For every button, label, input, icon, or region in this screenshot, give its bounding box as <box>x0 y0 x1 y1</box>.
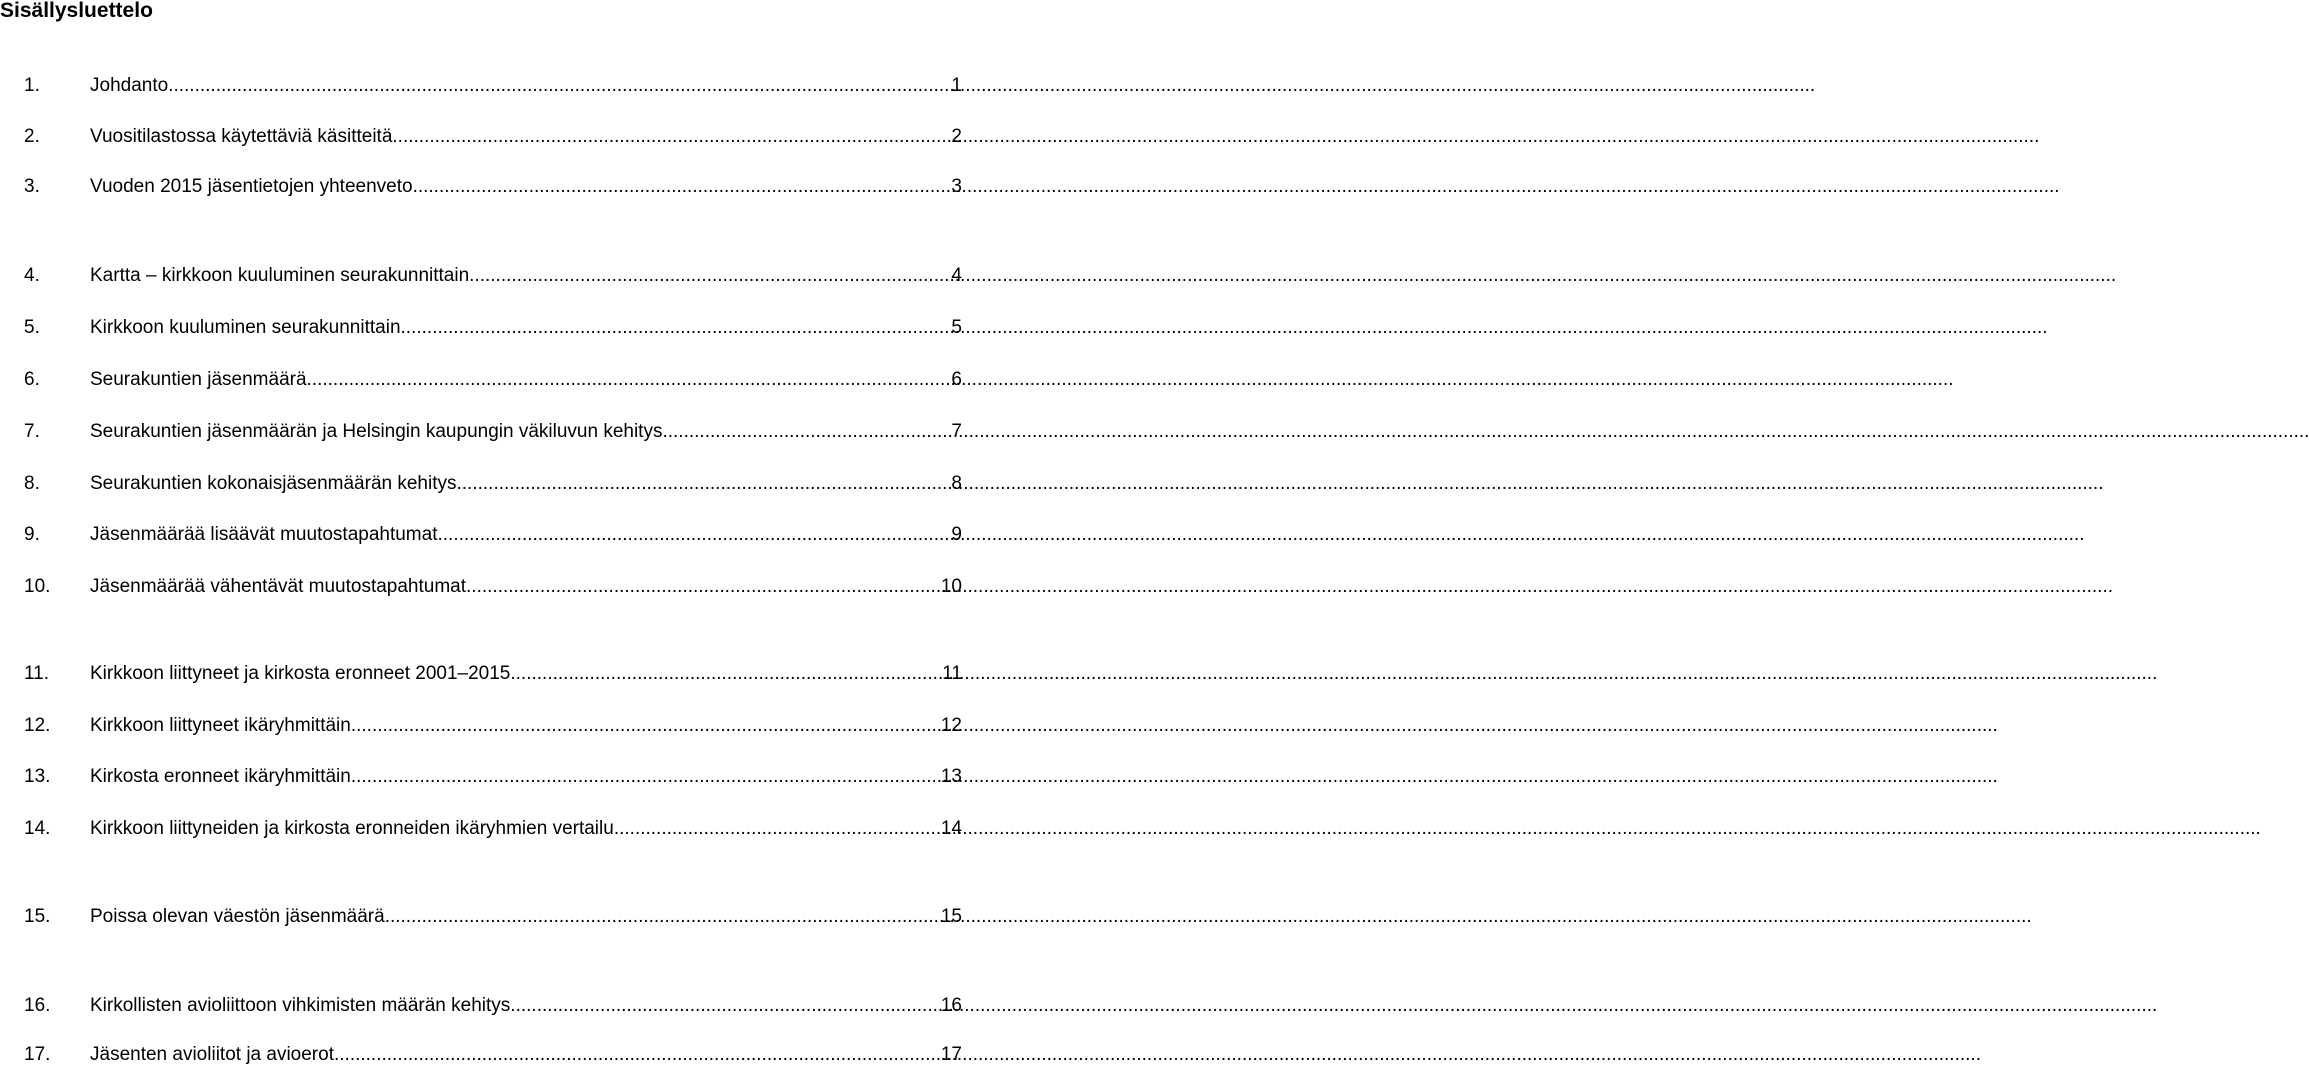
toc-entry-13[interactable] <box>24 763 962 791</box>
toc-entry-7[interactable] <box>24 418 962 446</box>
toc-entry-page: 2 <box>951 126 962 147</box>
toc-entry-5[interactable] <box>24 314 962 342</box>
toc-entry-12[interactable] <box>24 712 962 740</box>
toc-entry-page: 15 <box>940 906 962 927</box>
toc-entry-label: Jäsenmäärää vähentävät muutostapahtumat <box>90 576 467 597</box>
toc-entry-number: 2. <box>24 126 40 147</box>
toc-dot-leader <box>662 418 951 446</box>
toc-entry-page: 10 <box>940 576 962 597</box>
toc-entry-1[interactable] <box>24 72 962 100</box>
toc-entry-page: 6 <box>951 369 962 390</box>
toc-entry-label: Vuoden 2015 jäsentietojen yhteenveto <box>90 176 413 197</box>
toc-entry-number: 1. <box>24 75 40 96</box>
toc-entry-16[interactable] <box>24 992 962 1020</box>
toc-entry-number: 14. <box>24 818 51 839</box>
toc-entry-page: 14 <box>940 818 962 839</box>
toc-dot-leader <box>457 470 952 498</box>
toc-dot-leader <box>351 763 941 791</box>
toc-entry-label: Seurakuntien jäsenmäärä <box>90 369 307 390</box>
toc-entry-page: 11 <box>942 663 962 684</box>
toc-entry-page: 1 <box>951 75 962 96</box>
toc-entry-label: Jäsenmäärää lisäävät muutostapahtumat <box>90 524 438 545</box>
toc-entry-number: 12. <box>24 715 51 736</box>
toc-entry-number: 9. <box>24 524 40 545</box>
toc-entry-15[interactable] <box>24 903 962 931</box>
toc-dot-leader <box>469 262 951 290</box>
toc-entry-number: 5. <box>24 317 40 338</box>
toc-entry-number: 3. <box>24 176 40 197</box>
toc-entry-number: 10. <box>24 576 51 597</box>
toc-entry-label: Jäsenten avioliitot ja avioerot <box>90 1044 334 1065</box>
toc-entry-page: 7 <box>951 421 962 442</box>
toc-dot-leader <box>385 903 941 931</box>
toc-entry-number: 15. <box>24 906 51 927</box>
toc-entry-10[interactable] <box>24 573 962 601</box>
toc-entry-14[interactable] <box>24 815 962 843</box>
toc-entry-number: 8. <box>24 473 40 494</box>
toc-dot-leader <box>614 815 941 843</box>
toc-entry-page: 16 <box>940 995 962 1016</box>
toc-dot-leader <box>510 992 941 1020</box>
toc-entry-4[interactable] <box>24 262 962 290</box>
toc-entry-page: 17 <box>940 1044 962 1065</box>
toc-entry-number: 6. <box>24 369 40 390</box>
toc-entry-page: 13 <box>940 766 962 787</box>
page-title: Sisällysluettelo <box>0 0 153 22</box>
toc-entry-page: 5 <box>951 317 962 338</box>
toc-entry-number: 11. <box>24 663 50 684</box>
toc-entry-label: Kirkkoon liittyneiden ja kirkosta eronneiden ikäryhmien vertailu <box>90 818 614 839</box>
toc-entry-number: 7. <box>24 421 40 442</box>
toc-entry-8[interactable] <box>24 470 962 498</box>
toc-entry-number: 4. <box>24 265 40 286</box>
toc-entry-label: Kirkkoon liittyneet ja kirkosta eronneet 2001–2015 <box>90 663 511 684</box>
toc-entry-label: Kirkollisten avioliittoon vihkimisten määrän kehitys <box>90 995 511 1016</box>
toc-entry-number: 17. <box>24 1044 51 1065</box>
toc-entry-label: Seurakuntien jäsenmäärän ja Helsingin kaupungin väkiluvun kehitys <box>90 421 663 442</box>
toc-entry-9[interactable] <box>24 521 962 549</box>
toc-entry-label: Kartta – kirkkoon kuuluminen seurakunnittain <box>90 265 470 286</box>
toc-dot-leader <box>510 660 942 688</box>
toc-entry-2[interactable] <box>24 123 962 151</box>
toc-dot-leader <box>334 1041 941 1069</box>
toc-entry-number: 16. <box>24 995 51 1016</box>
toc-entry-6[interactable] <box>24 366 962 394</box>
toc-dot-leader <box>466 573 941 601</box>
toc-dot-leader <box>392 123 951 151</box>
toc-dot-leader <box>168 72 951 100</box>
toc-entry-label: Vuositilastossa käytettäviä käsitteitä <box>90 126 393 147</box>
toc-entry-page: 12 <box>940 715 962 736</box>
toc-dot-leader <box>437 521 951 549</box>
toc-dot-leader <box>351 712 941 740</box>
toc-entry-17[interactable] <box>24 1041 962 1069</box>
toc-entry-page: 3 <box>951 176 962 197</box>
toc-entry-3[interactable] <box>24 173 962 201</box>
toc-entry-label: Seurakuntien kokonaisjäsenmäärän kehitys <box>90 473 457 494</box>
toc-entry-page: 9 <box>951 524 962 545</box>
toc-entry-11[interactable] <box>24 660 962 688</box>
toc-entry-number: 13. <box>24 766 51 787</box>
toc-entry-page: 4 <box>951 265 962 286</box>
toc-dot-leader <box>401 314 952 342</box>
toc-dot-leader <box>413 173 952 201</box>
toc-dot-leader <box>307 366 952 394</box>
toc-entry-page: 8 <box>951 473 962 494</box>
toc-entry-label: Kirkosta eronneet ikäryhmittäin <box>90 766 351 787</box>
toc-entry-label: Kirkkoon kuuluminen seurakunnittain <box>90 317 401 338</box>
toc-entry-label: Kirkkoon liittyneet ikäryhmittäin <box>90 715 351 736</box>
toc-entry-label: Poissa olevan väestön jäsenmäärä <box>90 906 385 927</box>
toc-entry-label: Johdanto <box>90 75 169 96</box>
